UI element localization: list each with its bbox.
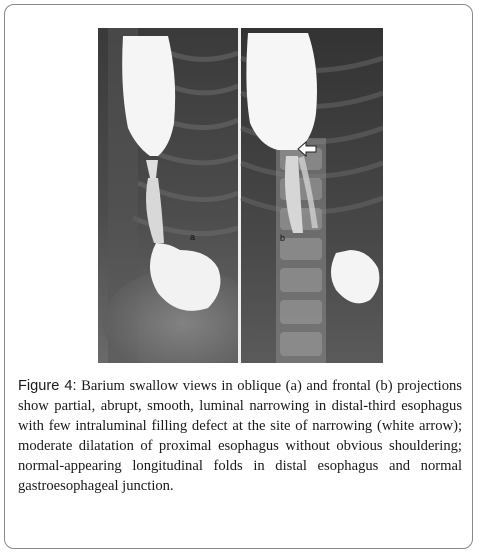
caption-text: Barium swallow views in oblique (a) and frontal (b) projections show partial, abrupt, smooth, luminal narrowing in distal-third esophagus with few intraluminal filling defect at the site of narrowing (white arrow); moderate dilatation of proximal esophagus without obvious shouldering; normal-appearing longitudinal folds in distal esophagus and normal gastroesophageal junction. [18,378,462,494]
panel-a-label: a [190,232,196,242]
panel-divider [238,28,241,363]
figure-caption [18,376,462,496]
radiograph-figure [98,28,383,363]
caption-label: Figure 4: [18,378,77,394]
radiograph-image [98,28,383,363]
panel-b-image [241,28,383,363]
panel-b-label: b [280,233,286,243]
